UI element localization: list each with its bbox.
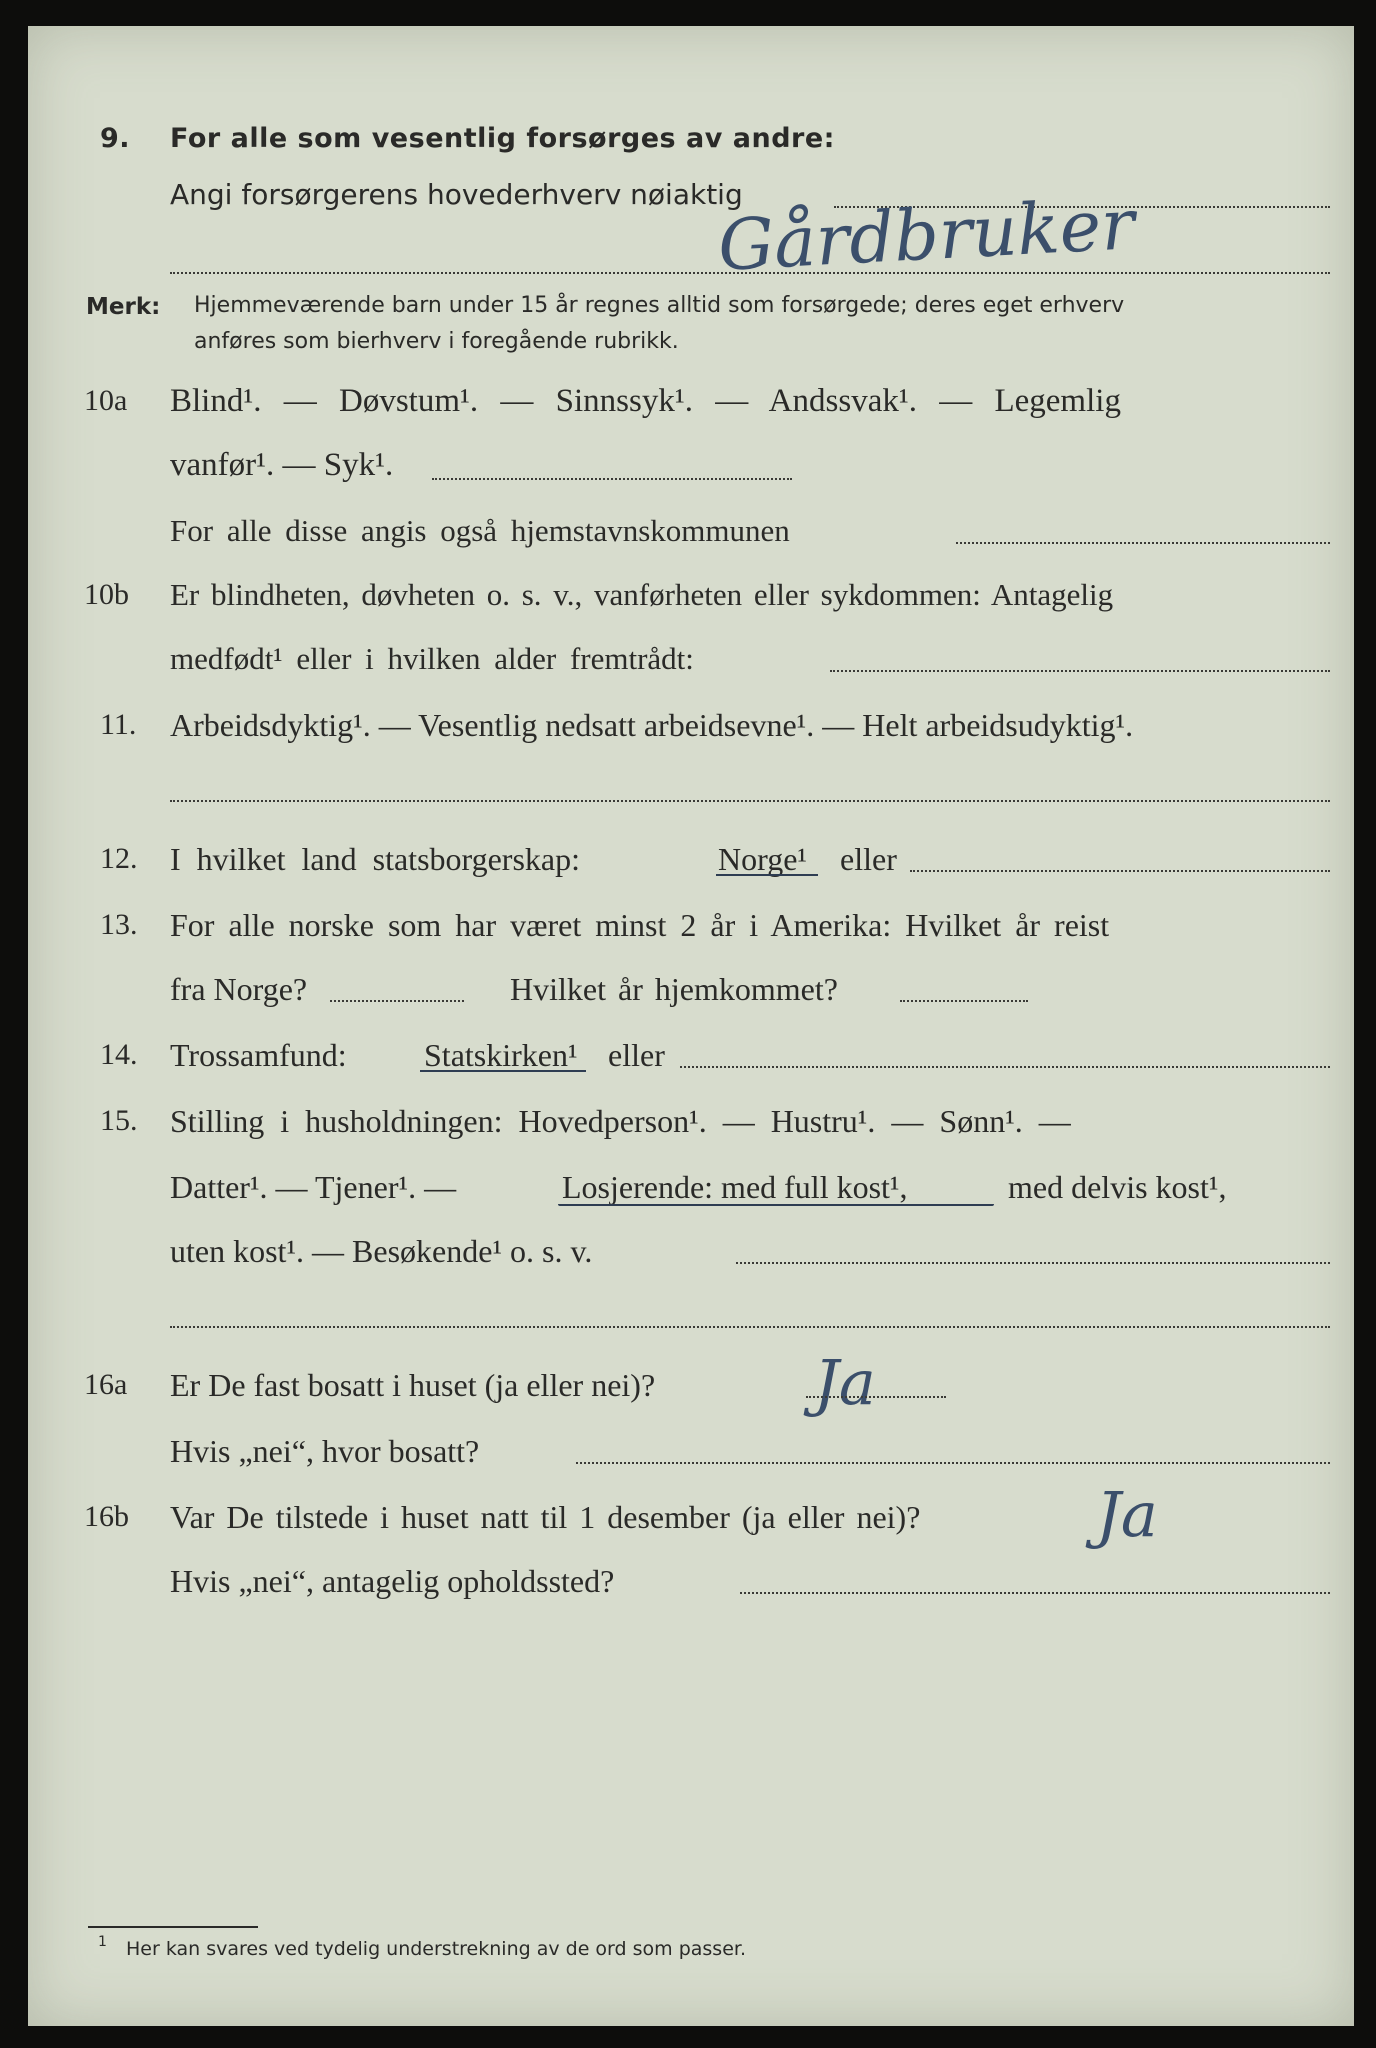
q15-line-2b: Losjerende: med full kost¹, xyxy=(562,1169,908,1205)
q10a-number: 10a xyxy=(84,384,128,417)
q12-option-norge: Norge¹ xyxy=(718,841,807,877)
q13-number: 13. xyxy=(100,908,138,941)
q16b-line-1: Var De tilstede i huset natt til 1 desember (ja eller nei)? xyxy=(170,1499,921,1535)
merk-line-1: Hjemmeværende barn under 15 år regnes alltid som forsørgede; deres eget erhverv xyxy=(194,293,1125,318)
q15-line-3: uten kost¹. — Besøkende¹ o. s. v. xyxy=(170,1233,593,1269)
q12-prefix: I hvilket land statsborgerskap: xyxy=(170,841,580,877)
footnote-mark: 1 xyxy=(98,1934,107,1950)
q16a-line-1: Er De fast bosatt i huset (ja eller nei)? xyxy=(170,1367,656,1403)
q15-number: 15. xyxy=(100,1104,138,1137)
q13-reist-line xyxy=(330,1000,464,1002)
q14-number: 14. xyxy=(100,1038,138,1071)
q15-answer-line-2 xyxy=(170,1326,1330,1328)
q15-line-2a: Datter¹. — Tjener¹. — xyxy=(170,1169,457,1205)
q13-hjemkommet-line xyxy=(900,1000,1028,1002)
q15-line-1: Stilling i husholdningen: Hovedperson¹. — Hustru¹. — Sønn¹. — xyxy=(170,1103,1071,1139)
q12-suffix: eller xyxy=(840,841,897,877)
q10b-line-1: Er blindheten, døvheten o. s. v., vanførheten eller sykdommen: Antagelig xyxy=(170,577,1114,612)
q13-line-1: For alle norske som har været minst 2 år i Amerika: Hvilket år reist xyxy=(170,907,1110,943)
q14-answer-line xyxy=(680,1066,1330,1068)
q16a-bosatt-line xyxy=(576,1462,1330,1464)
q10b-number: 10b xyxy=(84,578,129,611)
q10a-line-3: For alle disse angis også hjemstavnskommunen xyxy=(170,513,790,548)
q15-answer-line-1 xyxy=(736,1262,1330,1264)
q14-statskirken-underline xyxy=(420,1070,586,1072)
q16a-answer-line xyxy=(806,1396,946,1398)
q16b-handwritten-answer: Ja xyxy=(1096,1478,1158,1551)
q15-losjerende-underline xyxy=(558,1204,994,1206)
footnote-rule xyxy=(88,1926,258,1928)
q10b-line-2: medfødt¹ eller i hvilken alder fremtrådt: xyxy=(170,641,694,676)
q16a-line-2: Hvis „nei“, hvor bosatt? xyxy=(170,1433,480,1469)
q10a-syk-line xyxy=(432,478,792,480)
q16b-line-2: Hvis „nei“, antagelig opholdssted? xyxy=(170,1563,615,1599)
q10b-answer-line xyxy=(830,670,1330,672)
footnote-text: Her kan svares ved tydelig understrekning av de ord som passer. xyxy=(126,1938,746,1960)
q16a-number: 16a xyxy=(84,1368,128,1401)
q14-prefix: Trossamfund: xyxy=(170,1037,347,1073)
q12-norge-underline xyxy=(716,874,818,876)
q11-number: 11. xyxy=(100,708,137,741)
q11-answer-line xyxy=(170,800,1330,802)
q10a-line-1: Blind¹. — Døvstum¹. — Sinnssyk¹. — Andssvak¹. — Legemlig xyxy=(170,383,1121,419)
q10a-line-2: vanfør¹. — Syk¹. xyxy=(170,447,394,483)
q12-number: 12. xyxy=(100,842,138,875)
q16b-number: 16b xyxy=(84,1500,129,1533)
merk-label: Merk: xyxy=(86,294,161,320)
q13-line-2a: fra Norge? xyxy=(170,971,308,1007)
q9-handwritten-answer: Gårdbruker xyxy=(716,183,1137,287)
q14-option-statskirken: Statskirken¹ xyxy=(424,1037,578,1073)
q9-number: 9. xyxy=(100,123,131,154)
merk-line-2: anføres som bierhverv i foregående rubrikk. xyxy=(194,329,679,354)
q12-answer-line xyxy=(910,870,1330,872)
q10a-kommune-line xyxy=(956,542,1330,544)
q13-line-2b: Hvilket år hjemkommet? xyxy=(510,971,838,1007)
q16a-handwritten-answer: Ja xyxy=(814,1346,876,1419)
q11-line-1: Arbeidsdyktig¹. — Vesentlig nedsatt arbeidsevne¹. — Helt arbeidsudyktig¹. xyxy=(170,707,1134,743)
q15-line-2c: med delvis kost¹, xyxy=(1008,1169,1227,1205)
q9-prompt: Angi forsørgerens hovederhverv nøiaktig xyxy=(170,178,743,211)
form-page xyxy=(28,26,1354,2026)
q16b-opholdssted-line xyxy=(740,1592,1330,1594)
q9-title: For alle som vesentlig forsørges av andre: xyxy=(170,123,835,154)
q14-suffix: eller xyxy=(608,1037,665,1073)
